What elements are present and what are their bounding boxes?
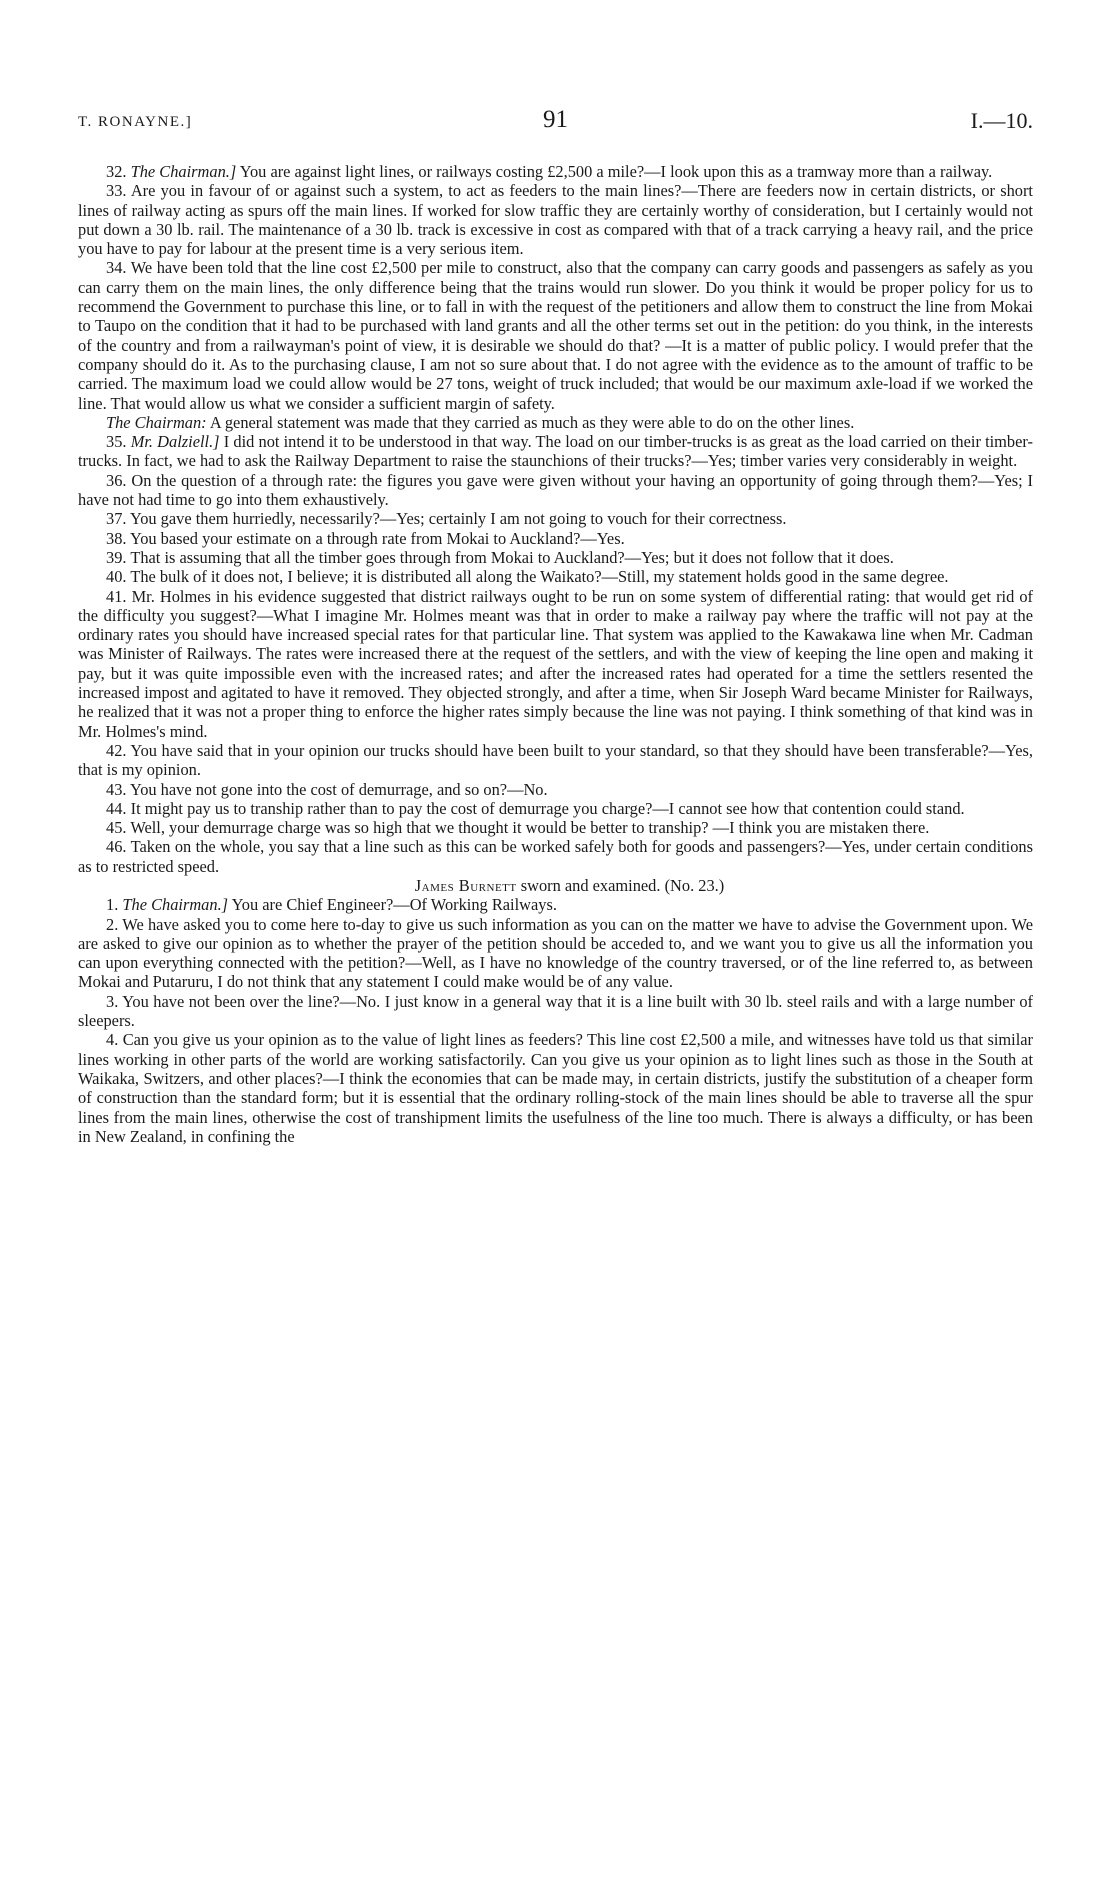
evidence-paragraph	[78, 258, 1033, 412]
question-number: 3.	[106, 991, 119, 1011]
paragraph-list-burnett	[78, 895, 1033, 1146]
paragraph-list-ronayne	[78, 162, 1033, 876]
evidence-paragraph	[78, 432, 1033, 471]
question-number: 32.	[106, 162, 127, 181]
paragraph-text: On the question of a through rate: the figures you gave were given without your having an opportunity of going through them?—Yes; I have not had time to go into them exhaustively.	[78, 470, 1033, 510]
question-number: 4.	[106, 1030, 119, 1050]
paragraph-text: We have asked you to come here to-day to give us such information as you can on the matter we have to advise the Government upon. We are asked to give our opinion as to whether the prayer of the petition should be acceded to, and we want you to give us all the information you can upon everything connected with the petition?—Well, as I have no knowledge of the country traversed, or of the line referred to, as between Mokai and Putaruru, I do not think that any statement I could make would be of any value.	[78, 914, 1033, 992]
evidence-paragraph	[78, 780, 1033, 799]
paragraph-text: Taken on the whole, you say that a line such as this can be worked safely both for goods and passengers?—Yes, under certain conditions as to restricted speed.	[78, 837, 1034, 876]
evidence-body	[78, 162, 1033, 1146]
question-number: 38.	[106, 528, 127, 548]
question-number: 46.	[106, 837, 127, 857]
question-number: 40.	[106, 567, 127, 587]
paragraph-text: That is assuming that all the timber goes through from Mokai to Auckland?—Yes; but it does not follow that it does.	[130, 547, 894, 567]
witness-name-header: T. RONAYNE.]	[78, 114, 193, 130]
question-number: 37.	[106, 509, 127, 529]
page-number: 91	[543, 106, 568, 133]
question-number: 35.	[106, 432, 127, 452]
question-number: 42.	[106, 740, 127, 760]
paragraph-text: We have been told that the line cost £2,500 per mile to construct, also that the company can carry goods and passengers as safely as you can carry them on the main lines, the only difference being that the trains would run slower. Do you think it would be proper policy for us to recommend the Government to purchase this line, or to fall in with the request of the petitioners and allow them to construct the line from Mokai to Taupo on the condition that it had to be purchased with land grants and all the other terms set out in the petition: do you think, in the interests of the country and from a railwayman's point of view, it is desirable we should do that? —It is a matter of public policy. I would prefer that the company should do it. As to the purchasing clause, I am not so sure about that. I do not agree with the evidence as to the amount of traffic to be carried. The maximum load we could allow would be 27 tons, weight of truck included; that would be our maximum axle-load if we worked the line. That would allow us what we consider a sufficient margin of safety.	[78, 258, 1033, 413]
witness-section-heading	[78, 876, 1033, 895]
paragraph-text: It might pay us to tranship rather than to pay the cost of demurrage you charge?—I cannot see how that contention could stand.	[130, 798, 965, 818]
sworn-text: sworn and examined.	[520, 875, 661, 895]
speaker-label: The Chairman.]	[130, 162, 237, 181]
question-number: 33.	[106, 181, 127, 201]
paragraph-text: You based your estimate on a through rate from Mokai to Auckland?—Yes.	[130, 528, 625, 548]
evidence-paragraph	[78, 529, 1033, 548]
evidence-paragraph	[78, 587, 1033, 741]
question-number: 39.	[106, 547, 127, 567]
evidence-paragraph	[78, 181, 1033, 258]
paragraph-text: A general statement was made that they carried as much as they were able to do on the other lines.	[209, 412, 855, 432]
question-number: 36.	[106, 470, 127, 490]
question-number: 1.	[106, 895, 119, 915]
witness-number: (No. 23.)	[664, 875, 725, 895]
question-number: 45.	[106, 818, 127, 838]
evidence-paragraph	[78, 799, 1033, 818]
document-reference: I.—10.	[970, 108, 1033, 133]
evidence-paragraph	[78, 895, 1033, 914]
paragraph-text: Are you in favour of or against such a system, to act as feeders to the main lines?—There are feeders now in certain districts, or short lines of railway acting as spurs off the main lines. If worked for slow traffic they are certainly worthy of consideration, but I certainly would not put down a 30 lb. rail. The maintenance of a 30 lb. track is excessive in cost as compared with that of a track carrying a heavy rail, and the price you have to pay for labour at the present time is a very serious item.	[78, 181, 1033, 259]
speaker-label: Mr. Dalziell.]	[130, 432, 220, 452]
evidence-paragraph	[78, 162, 1033, 181]
evidence-paragraph	[78, 471, 1033, 510]
paragraph-text: You have said that in your opinion our trucks should have been built to your standard, so that they should have been transferable?—Yes, that is my opinion.	[78, 740, 1033, 780]
paragraph-text: Can you give us your opinion as to the value of light lines as feeders? This line cost £2,500 a mile, and witnesses have told us that similar lines working in other parts of the world are working satisfactorily. Can you give us your opinion as to light lines such as those in the South at Waikaka, Switzers, and other places?—I think the economies that can be made may, in certain districts, justify the substitution of a cheaper form of construction than the standard form; but it is essential that the ordinary rolling-stock of the main lines should be able to traverse all the spur lines from the main lines, otherwise the cost of transhipment limits the usefulness of the line too much. There is always a difficulty, or has been in New Zealand, in confining the	[78, 1030, 1033, 1146]
running-header	[78, 106, 1033, 136]
question-number: 43.	[106, 779, 127, 799]
paragraph-text: You are Chief Engineer?—Of Working Railways.	[231, 895, 557, 915]
paragraph-text: I did not intend it to be understood in that way. The load on our timber-trucks is as great as the load carried on their timber-trucks. In fact, we had to ask the Railway Department to raise the staunchions of their trucks?—Yes; timber varies very considerably in weight.	[78, 432, 1033, 471]
witness-name: James Burnett	[414, 875, 517, 895]
evidence-paragraph	[78, 992, 1033, 1031]
question-number: 2.	[106, 914, 119, 934]
question-number: 44.	[106, 798, 127, 818]
evidence-paragraph	[78, 818, 1033, 837]
speaker-label: The Chairman:	[106, 412, 207, 432]
evidence-paragraph	[78, 1030, 1033, 1146]
evidence-paragraph	[78, 509, 1033, 528]
evidence-paragraph	[78, 548, 1033, 567]
evidence-paragraph	[78, 915, 1033, 992]
evidence-paragraph	[78, 837, 1033, 876]
question-number: 41.	[106, 586, 127, 606]
paragraph-text: You are against light lines, or railways costing £2,500 a mile?—I look upon this as a tramway more than a railway.	[239, 162, 993, 181]
question-number: 34.	[106, 258, 127, 278]
paragraph-text: You gave them hurriedly, necessarily?—Yes; certainly I am not going to vouch for their correctness.	[130, 509, 787, 529]
paragraph-text: You have not been over the line?—No. I just know in a general way that it is a line built with 30 lb. steel rails and with a large number of sleepers.	[78, 991, 1033, 1031]
paragraph-text: Well, your demurrage charge was so high that we thought it would be better to tranship? —I think you are mistaken there.	[130, 818, 930, 838]
evidence-paragraph	[78, 741, 1033, 780]
paragraph-text: You have not gone into the cost of demurrage, and so on?—No.	[130, 779, 548, 799]
speaker-label: The Chairman.]	[122, 895, 229, 915]
evidence-paragraph	[78, 413, 1033, 432]
paragraph-text: The bulk of it does not, I believe; it is distributed all along the Waikato?—Still, my statement holds good in the same degree.	[130, 567, 949, 587]
evidence-paragraph	[78, 567, 1033, 586]
paragraph-text: Mr. Holmes in his evidence suggested that district railways ought to be run on some system of differential rating: that would get rid of the difficulty you suggest?—What I imagine Mr. Holmes meant was that in order to make a railway pay where the traffic will not pay at the ordinary rates you should have increased special rates for that particular line. That system was applied to the Kawakawa line when Mr. Cadman was Minister of Railways. The rates were increased there at the request of the settlers, and with the view of keeping the line open and making it pay, but it was quite impossible even with the increased rates; and after the increased rates had operated for a time the settlers resented the increased impost and agitated to have it removed. They objected strongly, and after a time, when Sir Joseph Ward became Minister for Railways, he realized that it was not a proper thing to enforce the higher rates simply because the line was not paying. I think something of that kind was in Mr. Holmes's mind.	[78, 586, 1033, 741]
